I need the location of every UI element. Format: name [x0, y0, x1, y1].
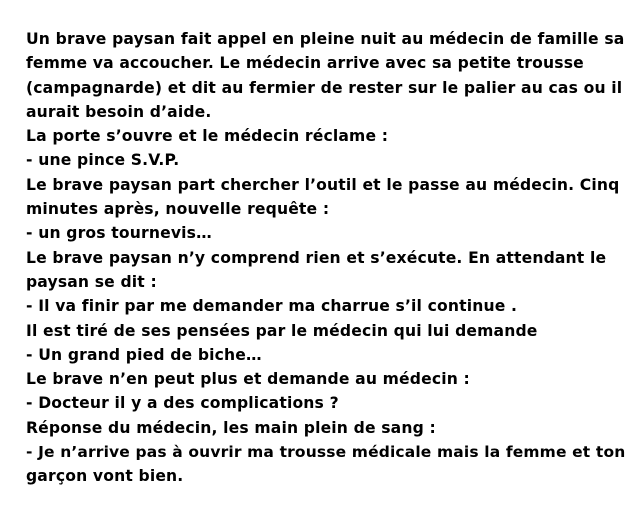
text-line: aurait besoin d’aide.	[26, 102, 212, 121]
text-line: - Je n’arrive pas à ouvrir ma trousse médicale mais la femme et ton	[26, 443, 626, 462]
text-line: (campagnarde) et dit au fermier de rester sur le palier au cas ou il	[26, 78, 623, 97]
text-line: Le brave paysan part chercher l’outil et le passe au médecin. Cinq	[26, 175, 620, 194]
text-line: - Il va finir par me demander ma charrue s’il continue .	[26, 297, 518, 316]
text-line: paysan se dit :	[26, 272, 157, 291]
text-line: Il est tiré de ses pensées par le médecin qui lui demande	[26, 321, 538, 340]
text-line: - Docteur il y a des complications ?	[26, 394, 339, 413]
text-line: - Un grand pied de biche…	[26, 345, 262, 364]
text-line: Un brave paysan fait appel en pleine nuit au médecin de famille sa	[26, 30, 625, 48]
text-line: garçon vont bien.	[26, 467, 184, 486]
text-line: Réponse du médecin, les main plein de sang :	[26, 418, 436, 437]
text-line: - une pince S.V.P.	[26, 151, 180, 170]
joke-text-block	[26, 27, 626, 489]
text-line: Le brave paysan n’y comprend rien et s’exécute. En attendant le	[26, 248, 607, 267]
text-line: La porte s’ouvre et le médecin réclame :	[26, 127, 389, 146]
text-line: femme va accoucher. Le médecin arrive avec sa petite trousse	[26, 54, 584, 73]
text-line: - un gros tournevis…	[26, 224, 212, 243]
text-line: minutes après, nouvelle requête :	[26, 200, 330, 219]
text-line: Le brave n’en peut plus et demande au médecin :	[26, 370, 470, 389]
